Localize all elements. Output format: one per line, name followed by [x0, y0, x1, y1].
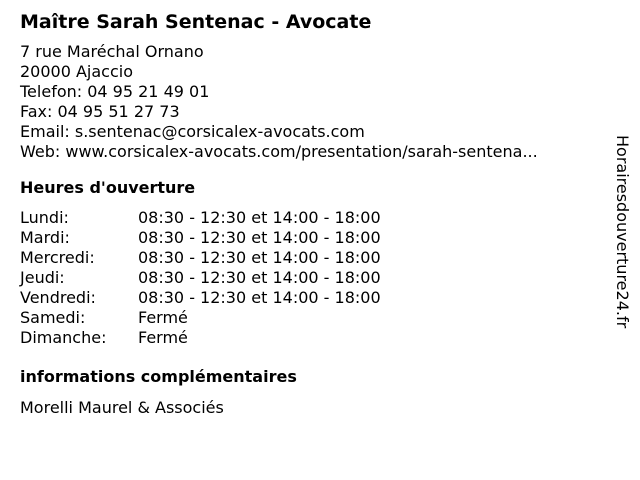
hours-row-tuesday — [20, 228, 605, 248]
opening-hours-table — [20, 208, 605, 348]
day-label: Vendredi: — [20, 288, 96, 307]
day-label: Mardi: — [20, 228, 70, 247]
hours-row-sunday — [20, 328, 605, 348]
hours-row-friday — [20, 288, 605, 308]
website-link: Web: www.corsicalex-avocats.com/presentation/sarah-sentena... — [20, 142, 538, 161]
day-label: Jeudi: — [20, 268, 65, 287]
time-value: 08:30 - 12:30 et 14:00 - 18:00 — [138, 228, 381, 247]
address-city: 20000 Ajaccio — [20, 62, 134, 81]
phone-number: Telefon: 04 95 21 49 01 — [20, 82, 210, 101]
email-address: Email: s.sentenac@corsicalex-avocats.com — [20, 122, 365, 141]
time-value: 08:30 - 12:30 et 14:00 - 18:00 — [138, 208, 381, 227]
hours-row-saturday — [20, 308, 605, 328]
time-value: Fermé — [138, 308, 188, 327]
day-label: Mercredi: — [20, 248, 95, 267]
day-label: Samedi: — [20, 308, 86, 327]
page-title: Maître Sarah Sentenac - Avocate — [20, 11, 372, 33]
hours-row-wednesday — [20, 248, 605, 268]
site-watermark: Horairesdouverture24.fr — [613, 135, 632, 329]
day-label: Lundi: — [20, 208, 69, 227]
additional-info-text: Morelli Maurel & Associés — [20, 398, 224, 417]
time-value: 08:30 - 12:30 et 14:00 - 18:00 — [138, 288, 381, 307]
time-value: 08:30 - 12:30 et 14:00 - 18:00 — [138, 268, 381, 287]
address-street: 7 rue Maréchal Ornano — [20, 42, 204, 61]
fax-number: Fax: 04 95 51 27 73 — [20, 102, 180, 121]
time-value: Fermé — [138, 328, 188, 347]
day-label: Dimanche: — [20, 328, 107, 347]
opening-hours-heading: Heures d'ouverture — [20, 178, 196, 197]
additional-info-heading: informations complémentaires — [20, 367, 297, 386]
hours-row-monday — [20, 208, 605, 228]
time-value: 08:30 - 12:30 et 14:00 - 18:00 — [138, 248, 381, 267]
business-card — [20, 10, 605, 418]
hours-row-thursday — [20, 268, 605, 288]
